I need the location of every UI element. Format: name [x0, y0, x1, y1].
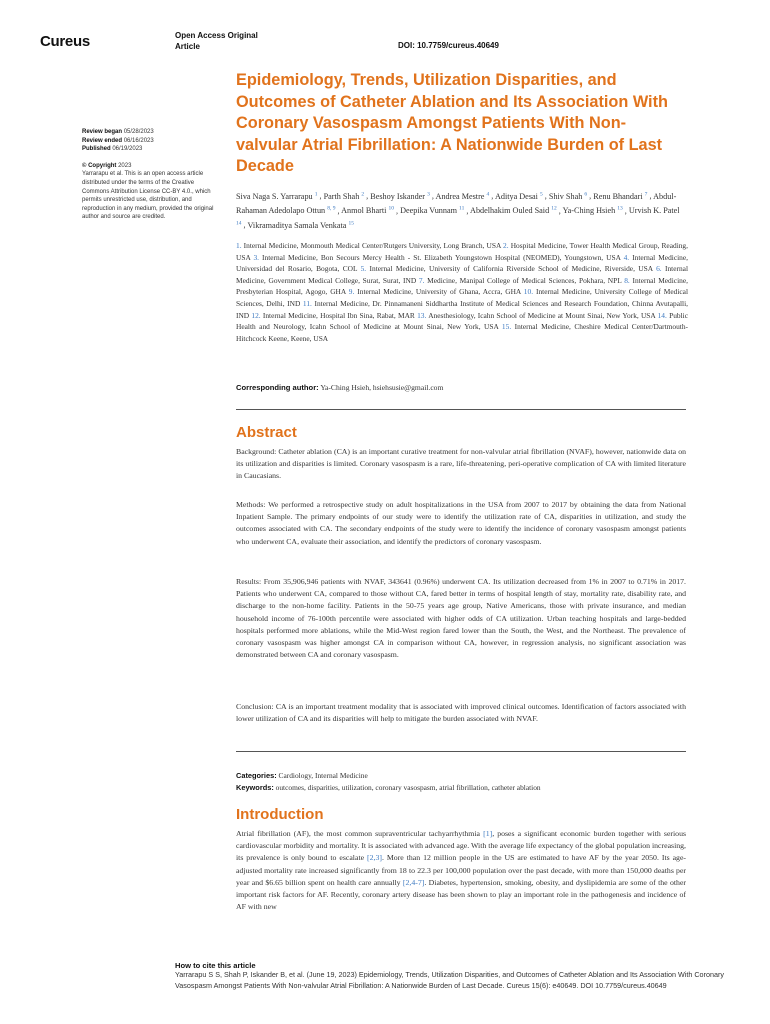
author: Siva Naga S. Yarrarapu $^1$ — [236, 191, 318, 201]
affiliation: 4. Internal Medicine, Universidad del Rosario, Bogota, COL — [236, 252, 688, 274]
review-began: Review began 05/28/2023 — [82, 129, 154, 135]
author: Parth Shah $^2$ — [323, 191, 365, 201]
affiliation: 15. Internal Medicine, Cheshire Medical Center/Dartmouth-Hitchcock Keene, Keene, USA — [236, 322, 688, 343]
journal-logo: Cureus — [40, 33, 90, 50]
keywords: Keywords: outcomes, disparities, utilization, coronary vasospasm, atrial fibrillation, catheter ablation — [236, 783, 541, 792]
author: Abdelhakim Ouled Said $^{12}$ — [470, 205, 557, 216]
affiliation: 12. Internal Medicine, Hospital Ibn Sina, Rabat, MAR — [251, 310, 415, 320]
author: Abdul-Rahaman Adedolapo Ottun $^{8, 9}$ — [236, 191, 677, 216]
author: Renu Bhandari $^7$ — [593, 191, 648, 201]
author: Andrea Mestre $^4$ — [435, 191, 490, 201]
affiliation: 10. Internal Medicine, University College of Medical Sciences, Delhi, IND — [236, 287, 688, 308]
author: Deepika Vunnam $^{11}$ — [400, 205, 465, 216]
reference-link[interactable]: [2,4-7] — [402, 877, 425, 887]
author: Vikramaditya Samala Venkata $^{15}$ — [247, 220, 354, 231]
author-list: Siva Naga S. Yarrarapu $^1$ , Parth Shah $^2$ , Beshoy Iskander $^3$ , Andrea Mestre $^4$ , Aditya Desai $^5$ , Shiv Shah $^6$ , Renu Bhandari $^7$ , Abdul-Rahaman Adedolapo Ottun $^{8, 9}$ , Anmol Bharti $^{10}$ , Deepika Vunnam $^{11}$ , Abdelhakim Ouled Said $^{12}$ , Ya-Ching Hsieh $^{13}$ , Urvish K. Patel $^{14}$ , Vikramaditya Samala Venkata $^{15}$ — [236, 191, 680, 231]
affiliation: 5. Internal Medicine, University of California Riverside School of Medicine, Riverside, USA — [360, 264, 653, 274]
keywords-block — [236, 770, 686, 794]
introduction-heading: Introduction — [236, 806, 324, 823]
abstract-results: Results: From 35,906,946 patients with NVAF, 343641 (0.96%) underwent CA. Its utilization decreased from 1% in 2007 to 0.71% in 2017. Patients who underwent CA, compared to those without CA, fared better in terms of hospital length of stay, mortality rate, disability rate, and discharge to the non-home facility. Patients in the 50-75 years age group, Native Americans, those with private insurance, and median household income of 76-100th percentile were associated with higher odds of CA utilization. Urban teaching hospitals and large-bedded hospitals performed more ablations, while the Mid-West region fared lower than the South, the West, and the Northeast. The prevalence of coronary vasospasm was higher amongst CA in comparison without CA, however, in regression analysis, no significant association was demonstrated between CA and coronary vasospasm. — [236, 577, 686, 660]
affiliation: 3. Internal Medicine, Bon Secours Mercy Health - St. Elizabeth Youngstown Hospital (NEOMED), Youngstown, USA — [253, 252, 621, 262]
abstract-background: Background: Catheter ablation (CA) is an important curative treatment for non-valvular atrial fibrillation (NVAF), however, nationwide data on its utilization and disparities is limited. Coronary vasospasm is a rare, life-threatening, peri-operative complication of CA with limited literature in Caucasians. — [236, 447, 686, 481]
divider — [236, 409, 686, 410]
affiliation: 13. Anesthesiology, Icahn School of Medicine at Mount Sinai, New York, USA — [417, 310, 656, 320]
affiliation: 1. Internal Medicine, Monmouth Medical Center/Rutgers University, Long Branch, USA — [236, 241, 501, 250]
author: Beshoy Iskander $^3$ — [370, 191, 430, 201]
introduction-paragraph: Atrial fibrillation (AF), the most common supraventricular tachyarrhythmia [1], poses a significant economic burden together with serious cardiovascular morbidity and mortality. It is associated with advanced age. With the average life expectancy of the global population increasing, its prevalence is only bound to escalate [2,3]. More than 12 million people in the US are estimated to have AF by the year 2050. Its age-adjusted mortality rate increased significantly from 18 to 22.3 per 100,000 population over the past decade, with more than 150,000 deaths per year and $6.65 billion spent on health care annually [2,4-7]. Diabetes, hypertension, smoking, obesity, and dyslipidemia are some of the other important risk factors for AF. Recently, coronary artery disease has been shown to play an important role in the pathogenesis and incidence of AF with new — [236, 829, 687, 912]
divider — [236, 751, 686, 752]
publication-sidebar — [82, 128, 217, 222]
author: Anmol Bharti $^{10}$ — [341, 205, 394, 216]
affiliation: 7. Medicine, Manipal College of Medical Sciences, Pokhara, NPL — [418, 275, 622, 285]
author: Aditya Desai $^5$ — [494, 191, 543, 201]
author: Urvish K. Patel $^{14}$ — [236, 206, 680, 227]
published-date: Published 06/19/2023 — [82, 146, 143, 153]
affiliation: 14. Public Health and Neurology, Icahn School of Medicine at Mount Sinai, New York, USA — [236, 310, 688, 332]
citation-text: Yarrarapu S S, Shah P, Iskander B, et al. (June 19, 2023) Epidemiology, Trends, Utilization Disparities, and Outcomes of Catheter Ablation and Its Association With Coronary Vasospasm Amongst Patients With Non-valvular Atrial Fibrillation: A Nationwide Burden of Last Decade. Cureus 15(6): e40649. DOI 10.7759/cureus.40649 — [175, 970, 724, 990]
affiliation: 11. Internal Medicine, Dr. Pinnamaneni Siddhartha Institute of Medical Sciences and Research Foundation, Chinna Avutapalli, IND — [236, 298, 688, 320]
corresponding-author: Corresponding author: Ya-Ching Hsieh, hsiehsusie@gmail.com — [236, 383, 444, 392]
affiliation: 2. Hospital Medicine, Tower Health Medical Group, Reading, USA — [236, 241, 688, 262]
citation-heading: How to cite this article — [175, 961, 256, 970]
article-title: Epidemiology, Trends, Utilization Disparities, and Outcomes of Catheter Ablation and Its Association With Coronary Vasospasm Amongst Patients With Non-valvular Atrial Fibrillation: A Nationwide Burden of Last Decade — [236, 71, 668, 175]
categories: Categories: Cardiology, Internal Medicine — [236, 771, 368, 780]
article-type: Open Access Original Article — [175, 31, 258, 51]
review-ended: Review ended 06/16/2023 — [82, 137, 154, 144]
abstract-conclusion: Conclusion: CA is an important treatment modality that is associated with improved clinical outcomes. Identification of factors associated with lower utilization of CA and its disparities will help to mitigate the burden associated with NVAF. — [236, 702, 686, 724]
affiliation: 8. Internal Medicine, Presbyterian Hospital, Agogo, GHA — [236, 275, 688, 297]
affiliation: 6. Internal Medicine, Government Medical College, Surat, Surat, IND — [236, 264, 688, 285]
copyright: © Copyright 2023 — [82, 162, 132, 169]
abstract-heading: Abstract — [236, 424, 297, 441]
affiliation: 9. Internal Medicine, University of Ghana, Accra, GHA — [348, 287, 521, 297]
reference-link[interactable]: [1] — [483, 829, 493, 838]
doi[interactable]: DOI: 10.7759/cureus.40649 — [398, 41, 499, 50]
affiliations — [236, 240, 688, 344]
abstract-methods: Methods: We performed a retrospective study on adult hospitalizations in the USA from 2007 to 2017 by obtaining the data from National Inpatient Sample. The primary endpoints of our study were to identify the utilization rate of CA, disparities in utilization, and study the outcomes associated with CA. The secondary endpoints of the study were to identify the incidence of coronary vasospasm amongst patients who underwent CA, evaluate their association, and identify the predictors of coronary vasospasm. — [236, 500, 686, 546]
reference-link[interactable]: [2,3] — [367, 853, 382, 863]
author: Ya-Ching Hsieh $^{13}$ — [562, 205, 623, 216]
license-text: Yarrarapu et al. This is an open access article distributed under the terms of the Creative Commons Attribution License CC-BY 4.0., which permits unrestricted use, distribution, and reproduction in any medium, provided the original author and source are credited. — [82, 171, 214, 221]
author: Shiv Shah $^6$ — [548, 191, 588, 201]
